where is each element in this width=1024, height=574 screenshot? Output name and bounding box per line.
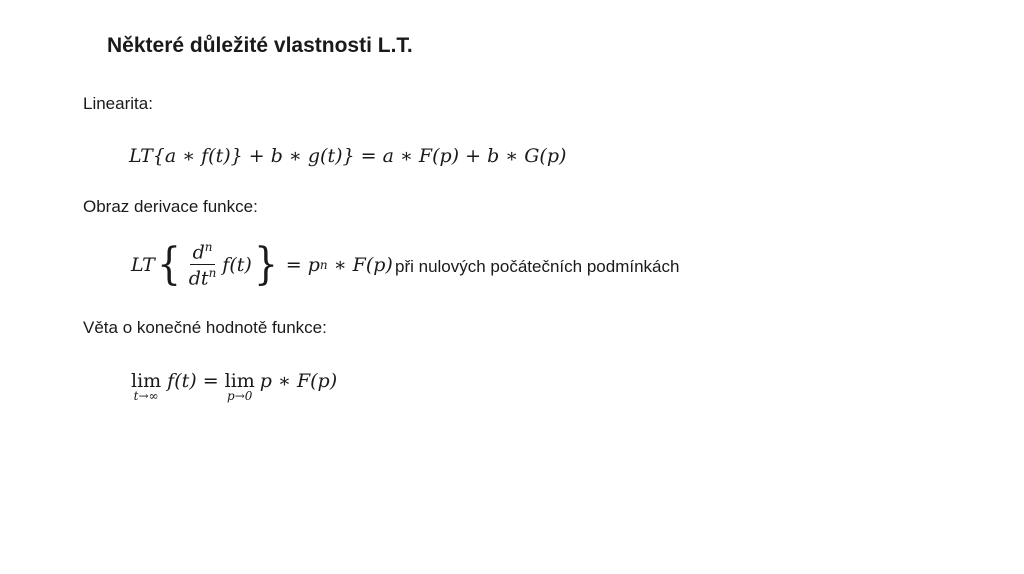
derivative-function: f(t)	[222, 253, 252, 276]
limit-1-subscript: t→∞	[133, 389, 159, 403]
derivative-note: při nulových počátečních podmínkách	[395, 257, 680, 276]
right-brace: }	[253, 238, 278, 290]
fraction-numerator	[190, 240, 216, 265]
limit-1	[131, 370, 161, 403]
derivative-rhs-exponent: n	[319, 257, 328, 272]
final-value-expr2: p ∗ F(p)	[259, 370, 338, 392]
numerator-base: d	[192, 241, 205, 264]
denominator-base: dt	[188, 267, 209, 290]
derivative-formula	[131, 240, 393, 290]
derivative-rhs-pre: = p	[285, 253, 320, 276]
limit-2	[225, 370, 255, 403]
linearity-label: Linearita:	[83, 94, 153, 113]
final-value-formula	[131, 370, 337, 403]
derivative-fraction	[186, 240, 220, 290]
final-value-expr1: f(t) =	[167, 370, 219, 392]
slide-title: Některé důležité vlastnosti L.T.	[107, 34, 413, 57]
linearity-formula: LT{a ∗ f(t)} + b ∗ g(t)} = a ∗ F(p) + b ∗ G(p)	[129, 145, 567, 167]
denominator-exponent: n	[208, 266, 217, 281]
final-value-label: Věta o konečné hodnotě funkce:	[83, 318, 327, 337]
numerator-exponent: n	[204, 240, 213, 254]
limit-2-operator: lim	[224, 370, 255, 392]
limit-1-operator: lim	[131, 370, 162, 392]
derivative-rhs-post: ∗ F(p)	[327, 253, 393, 276]
fraction-denominator	[186, 265, 220, 289]
derivative-lhs: LT	[131, 253, 155, 276]
limit-2-subscript: p→0	[227, 389, 253, 403]
derivative-label: Obraz derivace funkce:	[83, 197, 258, 216]
left-brace: {	[156, 238, 181, 290]
